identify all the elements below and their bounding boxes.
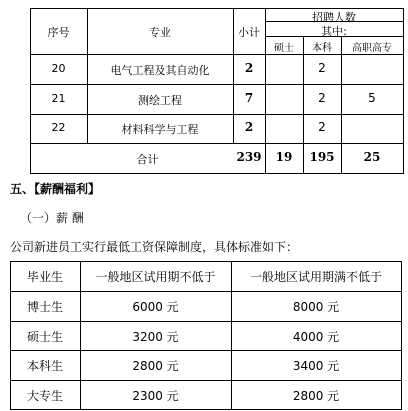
header-bachelor: 本科	[312, 43, 332, 54]
row-major: 电气工程及其自动化	[110, 64, 210, 77]
salary-row-after: 2800 元	[292, 389, 340, 403]
row-bachelor: 2	[318, 120, 326, 134]
row-vocational: 5	[368, 91, 376, 105]
row-major: 材料科学与工程	[121, 123, 199, 136]
header-master: 硕士	[274, 43, 294, 54]
row-bachelor: 2	[318, 61, 326, 75]
salary-header-after: 一般地区试用期满不低于	[249, 270, 382, 284]
header-subtotal: 小计	[238, 26, 260, 39]
salary-row-after: 4000 元	[292, 330, 340, 344]
row-seq: 21	[51, 92, 66, 105]
salary-row-grade: 硕士生	[26, 330, 63, 344]
total-master: 19	[275, 150, 293, 164]
salary-row-grade: 博士生	[26, 300, 63, 314]
intro-paragraph: 公司新进员工实行最低工资保障制度，具体标准如下：	[10, 240, 299, 254]
salary-row-probation: 3200 元	[132, 330, 179, 344]
total-bachelor: 195	[309, 150, 335, 164]
section-heading: 五、【薪酬福利】	[10, 182, 101, 196]
subsection-heading: （一）薪 酬	[20, 211, 84, 225]
total-subtotal: 239	[236, 150, 262, 164]
salary-header-probation: 一般地区试用期不低于	[95, 270, 216, 284]
row-subtotal: 2	[244, 61, 254, 75]
salary-row-probation: 2300 元	[132, 389, 179, 403]
row-subtotal: 7	[244, 91, 254, 105]
row-major: 测绘工程	[138, 94, 182, 107]
header-major: 专业	[149, 26, 171, 39]
total-label: 合计	[136, 153, 159, 166]
row-bachelor: 2	[318, 91, 326, 105]
salary-row-probation: 2800 元	[132, 359, 179, 373]
row-seq: 20	[51, 62, 66, 75]
header-vocational: 高职高专	[352, 43, 392, 54]
salary-row-grade: 本科生	[26, 359, 63, 373]
header-among: 其中:	[321, 25, 347, 38]
row-subtotal: 2	[244, 120, 254, 134]
row-seq: 22	[51, 121, 66, 134]
salary-row-after: 3400 元	[292, 359, 340, 373]
header-seq: 序号	[47, 26, 70, 39]
salary-header-grade: 毕业生	[26, 270, 63, 284]
salary-row-grade: 大专生	[26, 389, 63, 403]
salary-row-probation: 6000 元	[132, 300, 179, 314]
total-vocational: 25	[363, 150, 381, 164]
header-plan: 招聘人数	[312, 11, 356, 24]
salary-row-after: 8000 元	[292, 300, 340, 314]
